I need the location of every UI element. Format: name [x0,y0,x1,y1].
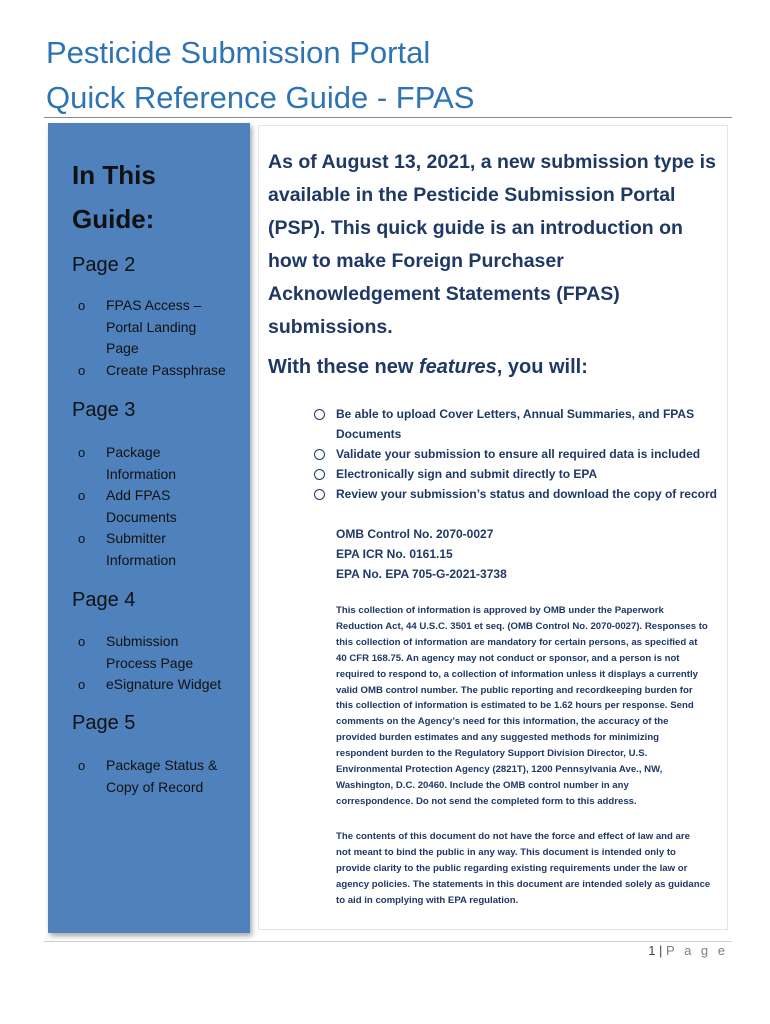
list-item: o eSignature Widget [78,676,222,692]
legal-disclaimer: The contents of this document do not have the force and effect of law and are not meant to bind the public in any way. This document is intended only to provide clarity to the public regarding existing requirements under the law or agency policies. The statements in this document are intended solely as guidance to aid in complying with EPA regulation. [336,831,711,906]
sidebar-page-4-heading: Page 4 [72,589,136,611]
list-item: Be able to upload Cover Letters, Annual Summaries, and FPAS [314,404,724,424]
list-item: o Submitter [78,530,166,546]
circle-bullet-icon [314,409,325,420]
sidebar-heading: In This Guide: [72,160,156,234]
list-item: o Package Status & [78,757,218,773]
circle-bullet-icon [314,449,325,460]
features-heading: With these new features, you will: [268,356,588,378]
sidebar-page-2-list [78,295,248,381]
sidebar-page-3-list [78,442,248,571]
list-item: o Add FPAS [78,487,171,503]
list-item: Portal Landing [106,318,197,335]
list-item: o Submission [78,633,179,649]
title-line-2: Quick Reference Guide - FPAS [46,80,475,115]
title-line-1: Pesticide Submission Portal [46,35,431,70]
list-item: o Create Passphrase [78,361,226,378]
sidebar-in-this-guide [48,123,250,933]
list-item: Review your submission’s status and download the copy of record [314,484,724,504]
list-item: Information [106,551,177,568]
intro-paragraph: As of August 13, 2021, a new submission type is available in the Pesticide Submission Portal (PSP). This quick guide is an introduction on how to make Foreign Purchaser Acknowledgement Statements (FPAS) submissions. [268,151,716,338]
sidebar-page-3-heading: Page 3 [72,399,136,421]
list-item: Validate your submission to ensure all required data is included [314,444,724,464]
list-item: o FPAS Access – [78,297,202,313]
document-title [46,30,746,120]
page-number: 1 | P a g e [648,943,728,958]
omb-control-block: OMB Control No. 2070-0027 EPA ICR No. 0161.15 EPA No. EPA 705-G-2021-3738 [336,527,507,581]
list-item: o Package [78,444,161,460]
sidebar-page-4-list [78,631,248,696]
feature-list [314,404,724,504]
sidebar-page-5-heading: Page 5 [72,712,136,734]
sidebar-page-2-heading: Page 2 [72,254,136,276]
circle-bullet-icon [314,469,325,480]
list-item: Documents [336,427,402,441]
sidebar-page-5-list [78,755,248,798]
title-divider [44,117,732,118]
list-item: Page [106,340,139,356]
list-item: Electronically sign and submit directly to EPA [314,464,724,484]
list-item: Documents [106,508,177,525]
list-item: Copy of Record [106,778,204,795]
footer-divider [44,941,732,942]
list-item: Process Page [106,654,194,671]
paperwork-reduction-notice: This collection of information is approved by OMB under the Paperwork Reduction Act, 44 U.S.C. 3501 et seq. (OMB Control No. 2070-0027). Responses to this collection of information are mandatory for certain persons, as specified at 40 CFR 168.75. An agency may not conduct or sponsor, and a person is not required to respond to, a collection of information unless it displays a currently valid OMB control number. The public reporting and recordkeeping burden for this collection of information is estimated to be 1.62 hours per response. Send comments on the Agency’s need for this information, the accuracy of the provided burden estimates and any suggested methods for minimizing respondent burden to the Regulatory Support Division Director, U.S. Environmental Protection Agency (2821T), 1200 Pennsylvania Ave., NW, Washington, D.C. 20460. Include the OMB control number in any correspondence. Do not send the completed form to this address. [336,605,708,807]
circle-bullet-icon [314,489,325,500]
list-item: Information [106,465,177,482]
